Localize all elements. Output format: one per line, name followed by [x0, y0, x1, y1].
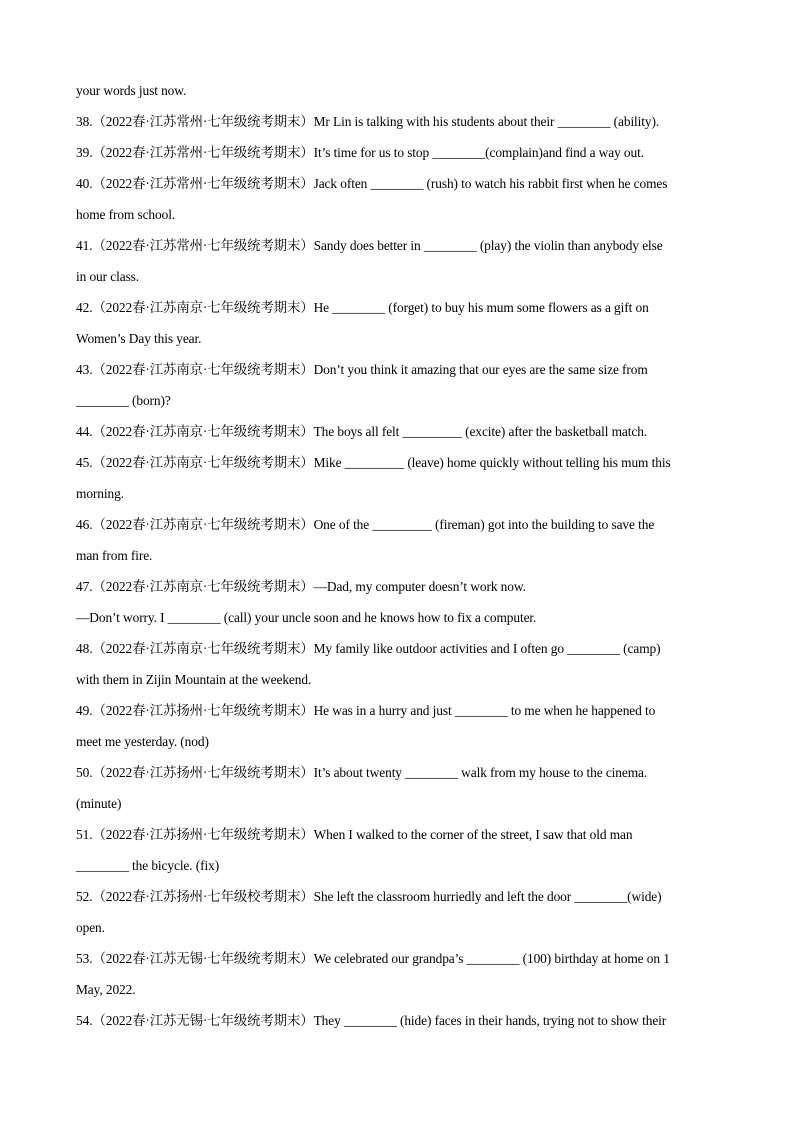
question-40: 40.（2022春·江苏常州·七年级统考期末）Jack often ________ (rush) to watch his rabbit first when he comes	[76, 176, 668, 191]
text-line: ________ (born)?	[76, 393, 171, 408]
question-50: 50.（2022春·江苏扬州·七年级统考期末）It’s about twenty ________ walk from my house to the cinema.	[76, 765, 648, 780]
text-line: man from fire.	[76, 548, 153, 563]
text-line: with them in Zijin Mountain at the weekend.	[76, 672, 312, 687]
text-line: Women’s Day this year.	[76, 331, 202, 346]
question-41: 41.（2022春·江苏常州·七年级统考期末）Sandy does better in ________ (play) the violin than anybody else	[76, 238, 663, 253]
question-list	[76, 79, 716, 1040]
question-52: 52.（2022春·江苏扬州·七年级校考期末）She left the classroom hurriedly and left the door ________(wide)	[76, 889, 662, 904]
text-line: home from school.	[76, 207, 176, 222]
text-line: your words just now.	[76, 83, 187, 98]
question-54: 54.（2022春·江苏无锡·七年级统考期末）They ________ (hide) faces in their hands, trying not to show their	[76, 1013, 667, 1028]
text-line: (minute)	[76, 796, 122, 811]
question-51: 51.（2022春·江苏扬州·七年级统考期末）When I walked to the corner of the street, I saw that old man	[76, 827, 633, 842]
question-53: 53.（2022春·江苏无锡·七年级统考期末）We celebrated our grandpa’s ________ (100) birthday at home on 1	[76, 951, 670, 966]
question-46: 46.（2022春·江苏南京·七年级统考期末）One of the _________ (fireman) got into the building to save the	[76, 517, 655, 532]
text-line: open.	[76, 920, 105, 935]
text-line: ________ the bicycle. (fix)	[76, 858, 220, 873]
question-42: 42.（2022春·江苏南京·七年级统考期末）He ________ (forget) to buy his mum some flowers as a gift on	[76, 300, 649, 315]
question-48: 48.（2022春·江苏南京·七年级统考期末）My family like outdoor activities and I often go ________ (camp)	[76, 641, 661, 656]
question-44: 44.（2022春·江苏南京·七年级统考期末）The boys all felt _________ (excite) after the basketball match.	[76, 424, 648, 439]
question-49: 49.（2022春·江苏扬州·七年级统考期末）He was in a hurry and just ________ to me when he happened to	[76, 703, 656, 718]
text-line: morning.	[76, 486, 124, 501]
question-38: 38.（2022春·江苏常州·七年级统考期末）Mr Lin is talking with his students about their ________ (ability).	[76, 114, 660, 129]
question-45: 45.（2022春·江苏南京·七年级统考期末）Mike _________ (leave) home quickly without telling his mum this	[76, 455, 671, 470]
text-line: meet me yesterday. (nod)	[76, 734, 209, 749]
text-line: in our class.	[76, 269, 140, 284]
question-47: 47.（2022春·江苏南京·七年级统考期末）—Dad, my computer doesn’t work now.	[76, 579, 526, 594]
question-39: 39.（2022春·江苏常州·七年级统考期末）It’s time for us to stop ________(complain)and find a way out.	[76, 145, 644, 160]
question-43: 43.（2022春·江苏南京·七年级统考期末）Don’t you think it amazing that our eyes are the same size from	[76, 362, 648, 377]
text-line: —Don’t worry. I ________ (call) your uncle soon and he knows how to fix a computer.	[76, 610, 537, 625]
text-line: May, 2022.	[76, 982, 136, 997]
